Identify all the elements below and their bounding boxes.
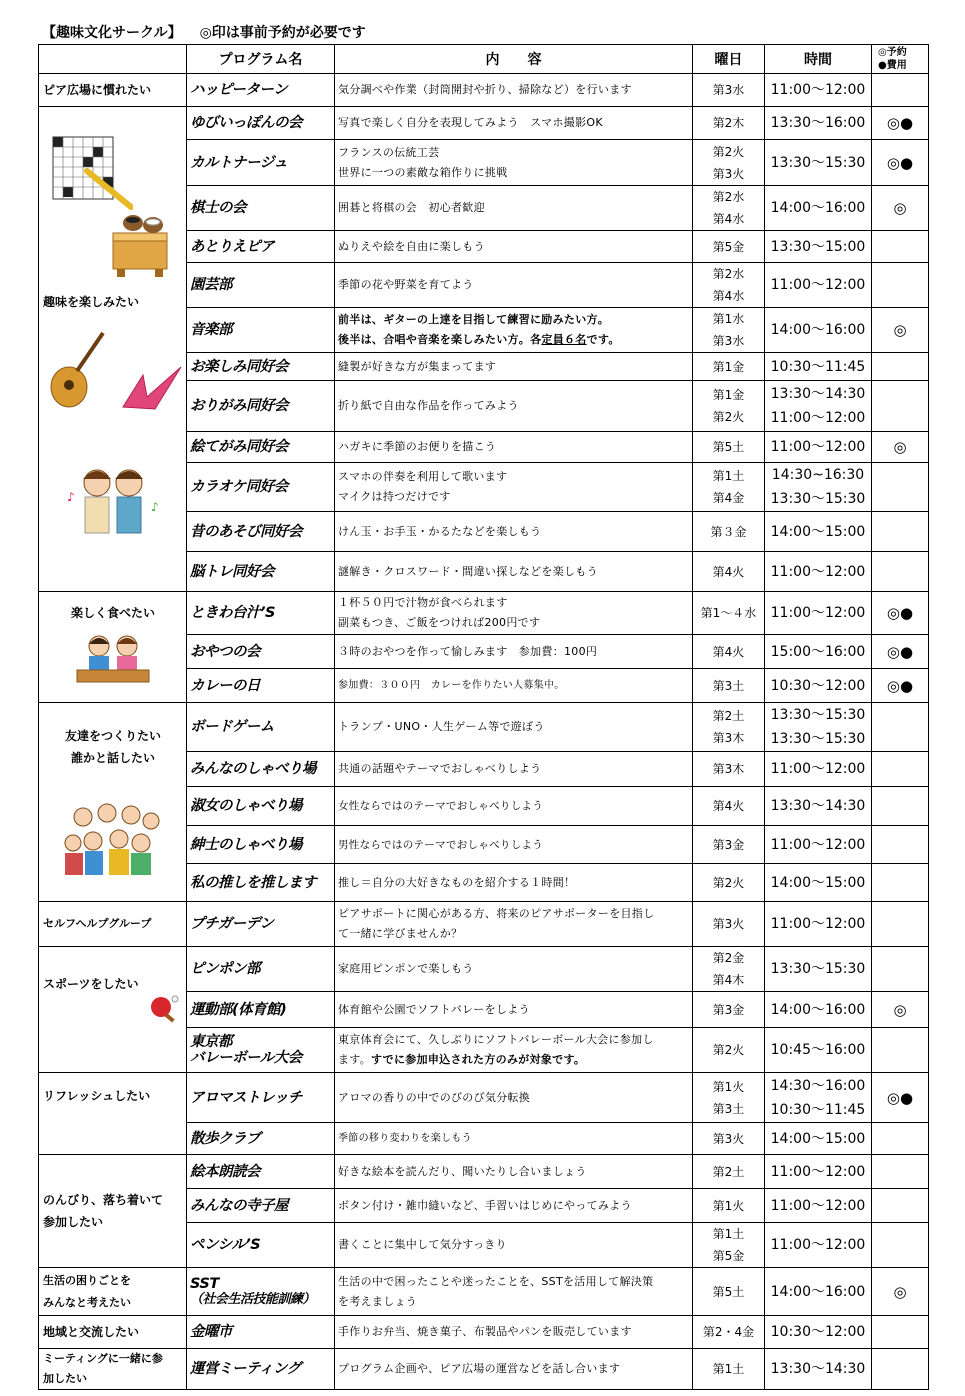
program-mark <box>872 752 929 787</box>
program-mark <box>872 826 929 864</box>
program-time: 11:00〜12:00 <box>765 74 872 107</box>
program-time: 14:00〜16:00 <box>765 992 872 1028</box>
table-row <box>39 1316 929 1349</box>
program-name: 絵本朗読会 <box>187 1155 335 1189</box>
program-time: 10:45〜16:00 <box>765 1028 872 1073</box>
program-time: 11:00〜12:00 <box>765 432 872 463</box>
program-day: 第2水 第4水 <box>693 186 765 231</box>
program-name: 園芸部 <box>187 263 335 308</box>
program-mark: ◎ <box>872 186 929 231</box>
table-row <box>39 1268 929 1316</box>
program-day: 第2・4金 <box>693 1316 765 1349</box>
header-day: 曜日 <box>693 45 765 74</box>
program-time: 13:30〜16:00 <box>765 107 872 140</box>
program-mark <box>872 463 929 512</box>
program-name: あとりえピア <box>187 231 335 263</box>
header-category <box>39 45 187 74</box>
program-time: 14:30~16:30 13:30〜15:30 <box>765 463 872 512</box>
ping-pong-icon <box>43 995 183 1032</box>
program-mark <box>872 1123 929 1155</box>
crossword-illustration <box>43 111 183 211</box>
program-time: 13:30〜14:30 <box>765 787 872 826</box>
program-name: カレーの日 <box>187 669 335 703</box>
program-name: 金曜市 <box>187 1316 335 1349</box>
program-description: 季節の花や野菜を育てよう <box>335 263 693 308</box>
category-label: のんびり、落ち着いて <box>43 1193 164 1207</box>
program-name: ときわ台汁’S <box>187 592 335 635</box>
program-day: 第2土 <box>693 1155 765 1189</box>
program-name: SST （社会生活技能訓練） <box>187 1268 335 1316</box>
program-mark <box>872 263 929 308</box>
program-mark <box>872 1223 929 1268</box>
category-cell <box>39 947 187 1073</box>
program-day: 第3金 <box>693 826 765 864</box>
program-description: 推し＝自分の大好きなものを紹介する１時間！ <box>335 864 693 902</box>
category-label-2: 加したい <box>43 1372 87 1385</box>
program-description: 手作りお弁当、焼き菓子、布製品やパンを販売しています <box>335 1316 693 1349</box>
program-day: 第2水 第4水 <box>693 263 765 308</box>
program-day: 第2火 <box>693 1028 765 1073</box>
program-description: アロマの香りの中でのびのび気分転換 <box>335 1073 693 1123</box>
program-mark <box>872 1028 929 1073</box>
program-description: 季節の移り変わりを楽しもう <box>335 1123 693 1155</box>
program-name: プチガーデン <box>187 902 335 947</box>
program-name: 淑女のしゃべり場 <box>187 787 335 826</box>
program-mark: ◎● <box>872 635 929 669</box>
category-cell <box>39 1268 187 1316</box>
category-label-2: みんなと考えたい <box>43 1295 131 1309</box>
program-day: 第3水 <box>693 74 765 107</box>
program-time: 11:00〜12:00 <box>765 552 872 592</box>
program-description: トランプ・UNO・人生ゲーム等で遊ぼう <box>335 703 693 752</box>
program-mark <box>872 864 929 902</box>
page-title <box>42 22 366 42</box>
program-day: 第5土 <box>693 432 765 463</box>
program-day: 第4火 <box>693 635 765 669</box>
program-time: 11:00〜12:00 <box>765 826 872 864</box>
reservation-note: ◎印は事前予約が必要です <box>199 25 366 41</box>
program-name: 棋士の会 <box>187 186 335 231</box>
table-row <box>39 703 929 752</box>
program-description: 東京体育会にて、久しぶりにソフトバレーボール大会に参加し ます。すでに参加申込された方のみが対象です。 <box>335 1028 693 1073</box>
program-time: 11:00〜12:00 <box>765 1155 872 1189</box>
program-day: 第4火 <box>693 787 765 826</box>
program-time: 14:00〜16:00 <box>765 308 872 353</box>
program-time: 10:30〜12:00 <box>765 669 872 703</box>
program-name: 音楽部 <box>187 308 335 353</box>
program-mark: ◎● <box>872 592 929 635</box>
program-day: 第2火 第3火 <box>693 140 765 186</box>
program-day: 第3金 <box>693 992 765 1028</box>
program-time: 10:30〜12:00 <box>765 1316 872 1349</box>
svg-text:♪: ♪ <box>67 490 75 504</box>
program-name: 昔のあそび同好会 <box>187 512 335 552</box>
program-name: カラオケ同好会 <box>187 463 335 512</box>
program-name: 紳士のしゃべり場 <box>187 826 335 864</box>
program-name: ピンポン部 <box>187 947 335 992</box>
category-label: 友達をつくりたい <box>64 729 161 743</box>
program-day: 第1金 <box>693 353 765 381</box>
program-description: ピアサポートに関心がある方、将来のピアサポーターを目指し て一緒に学びませんか？ <box>335 902 693 947</box>
program-time: 14:00〜15:00 <box>765 864 872 902</box>
program-name: みんなの寺子屋 <box>187 1189 335 1223</box>
program-description: １杯５０円で汁物が食べられます 副菜もつき、ご飯をつければ200円です <box>335 592 693 635</box>
program-mark <box>872 1316 929 1349</box>
program-description: プログラム企画や、ピア広場の運営などを話し合います <box>335 1349 693 1390</box>
program-mark: ◎ <box>872 308 929 353</box>
program-day: 第1金 第2火 <box>693 381 765 432</box>
program-description: ハガキに季節のお便りを描こう <box>335 432 693 463</box>
category-cell: リフレッシュしたい <box>39 1073 187 1155</box>
program-description: 囲碁と将棋の会 初心者歓迎 <box>335 186 693 231</box>
program-description: 参加費：３００円 カレーを作りたい人募集中。 <box>335 669 693 703</box>
program-mark: ◎● <box>872 669 929 703</box>
program-name: カルトナージュ <box>187 140 335 186</box>
program-description: 気分調べや作業（封筒開封や折り、掃除など）を行います <box>335 74 693 107</box>
eating-illustration <box>43 630 183 693</box>
program-time: 13:30〜15:30 13:30〜15:30 <box>765 703 872 752</box>
category-cell: 地域と交流したい <box>39 1316 187 1349</box>
program-mark <box>872 552 929 592</box>
program-name: 運営ミーティング <box>187 1349 335 1390</box>
program-description: 好きな絵本を読んだり、聞いたりし合いましょう <box>335 1155 693 1189</box>
program-time: 13:30〜15:30 <box>765 140 872 186</box>
program-mark <box>872 947 929 992</box>
program-day: 第1土 第4金 <box>693 463 765 512</box>
program-mark <box>872 703 929 752</box>
table-row <box>39 902 929 947</box>
program-description: 男性ならではのテーマでおしゃべりしよう <box>335 826 693 864</box>
group-illustration <box>43 797 183 884</box>
category-cell <box>39 107 187 592</box>
category-cell <box>39 703 187 902</box>
program-name: 脳トレ同好会 <box>187 552 335 592</box>
program-mark: ◎ <box>872 1268 929 1316</box>
program-mark <box>872 231 929 263</box>
program-time: 13:30〜14:30 11:00〜12:00 <box>765 381 872 432</box>
program-description: 縫製が好きな方が集まってます <box>335 353 693 381</box>
program-day: 第1水 第3水 <box>693 308 765 353</box>
category-cell <box>39 1155 187 1268</box>
program-name: お楽しみ同好会 <box>187 353 335 381</box>
program-name: 散歩クラブ <box>187 1123 335 1155</box>
program-name: ハッピーターン <box>187 74 335 107</box>
table-header-row <box>39 45 929 74</box>
table-row <box>39 1073 929 1123</box>
program-time: 11:00〜12:00 <box>765 902 872 947</box>
program-name: 絵てがみ同好会 <box>187 432 335 463</box>
program-description: 前半は、ギターの上達を目指して練習に励みたい方。 後半は、合唱や音楽を楽しみたい方。各定員６名です。 <box>335 308 693 353</box>
svg-text:♪: ♪ <box>151 500 159 514</box>
category-label: 趣味を楽しみたい <box>43 295 140 309</box>
guitar-crane-illustration <box>43 327 183 427</box>
program-description: ぬりえや絵を自由に楽しもう <box>335 231 693 263</box>
program-mark <box>872 512 929 552</box>
program-mark: ◎● <box>872 140 929 186</box>
header-mark: ◎予約 ●費用 <box>872 45 929 74</box>
category-cell <box>39 1349 187 1390</box>
program-day: 第1火 <box>693 1189 765 1223</box>
table-row <box>39 1155 929 1189</box>
program-name: おりがみ同好会 <box>187 381 335 432</box>
program-day: 第2火 <box>693 864 765 902</box>
program-day: 第3火 <box>693 902 765 947</box>
program-time: 13:30〜15:30 <box>765 947 872 992</box>
program-name: 運動部(体育館) <box>187 992 335 1028</box>
program-time: 15:00〜16:00 <box>765 635 872 669</box>
table-row <box>39 592 929 635</box>
program-mark <box>872 787 929 826</box>
program-time: 11:00〜12:00 <box>765 1223 872 1268</box>
program-time: 14:00〜15:00 <box>765 1123 872 1155</box>
program-mark: ◎ <box>872 992 929 1028</box>
program-name: 私の推しを推します <box>187 864 335 902</box>
program-mark <box>872 902 929 947</box>
program-mark: ◎ <box>872 432 929 463</box>
table-row <box>39 1349 929 1390</box>
program-time: 14:00〜15:00 <box>765 512 872 552</box>
category-cell: セルフヘルプグループ <box>39 902 187 947</box>
program-mark <box>872 381 929 432</box>
program-mark <box>872 1349 929 1390</box>
table-row <box>39 107 929 140</box>
program-name: おやつの会 <box>187 635 335 669</box>
program-time: 11:00〜12:00 <box>765 1189 872 1223</box>
program-mark: ◎● <box>872 1073 929 1123</box>
program-time: 13:30〜15:00 <box>765 231 872 263</box>
program-description: 折り紙で自由な作品を作ってみよう <box>335 381 693 432</box>
program-description: 共通の話題やテーマでおしゃべりしよう <box>335 752 693 787</box>
program-description: 家庭用ピンポンで楽しもう <box>335 947 693 992</box>
program-day: 第３金 <box>693 512 765 552</box>
program-mark <box>872 1155 929 1189</box>
program-mark <box>872 1189 929 1223</box>
program-table <box>38 44 929 1390</box>
program-day: 第1火 第3土 <box>693 1073 765 1123</box>
program-day: 第2木 <box>693 107 765 140</box>
program-description: けん玉・お手玉・かるたなどを楽しもう <box>335 512 693 552</box>
program-description: ３時のおやつを作って愉しみます 参加費：100円 <box>335 635 693 669</box>
program-day: 第1〜４水 <box>693 592 765 635</box>
program-time: 13:30〜14:30 <box>765 1349 872 1390</box>
program-time: 11:00〜12:00 <box>765 263 872 308</box>
category-label: 生活の困りごとを <box>43 1273 131 1287</box>
program-day: 第2土 第3木 <box>693 703 765 752</box>
category-label-2: 参加したい <box>43 1215 104 1229</box>
program-day: 第2金 第4木 <box>693 947 765 992</box>
program-name: 東京都 バレーボール大会 <box>187 1028 335 1073</box>
category-label: ミーティングに一緒に参 <box>43 1352 163 1365</box>
program-day: 第5金 <box>693 231 765 263</box>
category-cell: ピア広場に慣れたい <box>39 74 187 107</box>
go-board-illustration <box>43 211 183 291</box>
program-time: 11:00〜12:00 <box>765 752 872 787</box>
header-content: 内 容 <box>335 45 693 74</box>
program-day: 第3火 <box>693 1123 765 1155</box>
program-description: スマホの伴奏を利用して歌います マイクは持つだけです <box>335 463 693 512</box>
program-name: ゆびいっぽんの会 <box>187 107 335 140</box>
program-mark: ◎● <box>872 107 929 140</box>
program-description: 女性ならではのテーマでおしゃべりしよう <box>335 787 693 826</box>
header-time: 時間 <box>765 45 872 74</box>
header-program: プログラム名 <box>187 45 335 74</box>
program-description: ボタン付け・雑巾縫いなど、手習いはじめにやってみよう <box>335 1189 693 1223</box>
category-label: スポーツをしたい <box>43 977 139 991</box>
program-day: 第3木 <box>693 752 765 787</box>
karaoke-illustration <box>43 461 183 551</box>
program-description: 書くことに集中して気分すっきり <box>335 1223 693 1268</box>
program-mark <box>872 353 929 381</box>
program-day: 第1土 <box>693 1349 765 1390</box>
program-description: 写真で楽しく自分を表現してみよう スマホ撮影OK <box>335 107 693 140</box>
program-name: ボードゲーム <box>187 703 335 752</box>
table-row <box>39 947 929 992</box>
category-label: 楽しく食べたい <box>70 605 155 620</box>
table-row <box>39 74 929 107</box>
program-time: 10:30〜11:45 <box>765 353 872 381</box>
category-label-2: 誰かと話したい <box>70 751 155 765</box>
title-text: 【趣味文化サークル】 <box>42 25 182 41</box>
program-day: 第5土 <box>693 1268 765 1316</box>
program-name: みんなのしゃべり場 <box>187 752 335 787</box>
program-time: 11:00〜12:00 <box>765 592 872 635</box>
program-description: フランスの伝統工芸 世界に一つの素敵な箱作りに挑戦 <box>335 140 693 186</box>
program-name: ペンシル’S <box>187 1223 335 1268</box>
program-day: 第3土 <box>693 669 765 703</box>
program-description: 体育館や公園でソフトバレーをしよう <box>335 992 693 1028</box>
program-time: 14:00〜16:00 <box>765 1268 872 1316</box>
program-mark <box>872 74 929 107</box>
program-description: 謎解き・クロスワード・間違い探しなどを楽しもう <box>335 552 693 592</box>
category-cell <box>39 592 187 703</box>
program-time: 14:00〜16:00 <box>765 186 872 231</box>
program-description: 生活の中で困ったことや迷ったことを、SSTを活用して解決策 を考えましょう <box>335 1268 693 1316</box>
program-day: 第1土 第5金 <box>693 1223 765 1268</box>
program-name: アロマストレッチ <box>187 1073 335 1123</box>
program-time: 14:30〜16:00 10:30〜11:45 <box>765 1073 872 1123</box>
program-day: 第4火 <box>693 552 765 592</box>
